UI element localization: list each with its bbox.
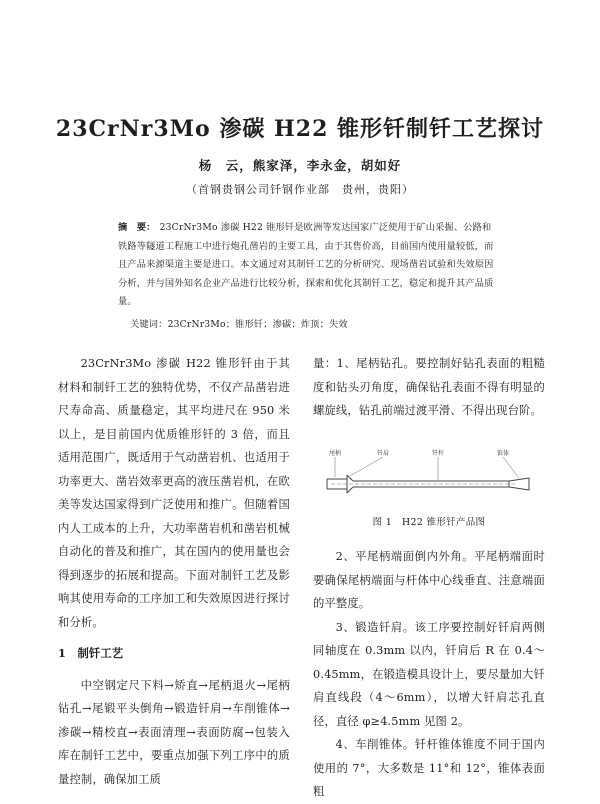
figure-leaders — [335, 457, 519, 480]
right-column-top — [313, 352, 545, 423]
label-shank: 尾柄 — [328, 450, 342, 457]
right-column-bottom — [313, 545, 545, 804]
keywords — [130, 316, 498, 330]
drill-rod-drawing — [327, 475, 529, 493]
label-rod: 钎杆 — [431, 450, 445, 457]
affiliation: （首钢贵钢公司钎钢作业部 贵州，贵阳） — [186, 183, 414, 196]
left-column — [58, 352, 290, 791]
step-4-paragraph: 4、车削锥体。钎杆锥体锥度不同于国内使用的 7°，大多数是 11°和 12°，锥体表面粗 — [313, 738, 545, 798]
abstract — [118, 219, 498, 312]
step-3-paragraph: 3、锻造钎肩。该工序要控制好钎肩两侧同轴度在 0.3mm 以内，钎肩后 R 在 0.4～0.45mm，在锻造模具设计上，要尽量加大钎肩直线段（4～6mm），以增大钎肩芯孔直径，直径 φ≥4.5mm 见图 2。 — [313, 620, 545, 728]
intro-paragraph: 23CrNr3Mo 渗碳 H22 锥形钎由于其材料和制钎工艺的独特优势，不仅产品凿岩进尺寿命高、质量稳定，其平均进尺在 950 米以上，是目前国内优质锥形钎的 3 倍，而且适用范围广，既适用于气动凿岩机、也适用于功率更大、凿岩效率更高的液压凿岩机，在欧美等发达国家得到广泛使用和推广。但随着国内人工成本的上升，大功率凿岩机和凿岩机械自动化的普及和推广，其在国内的使用量也会得到逐步的拓展和提高。下面对制钎工艺及影响其使用寿命的工序加工和失效原因进行探讨和分析。 — [58, 357, 290, 629]
step-2-paragraph: 2、平尾柄端面倒内外角。平尾柄端面时要确保尾柄端面与杆体中心线垂直、注意端面的平整度。 — [313, 550, 545, 610]
process-paragraph: 中空钢定尺下料→矫直→尾柄退火→尾柄钻孔→尾锻平头倒角→锻造钎肩→车削锥体→渗碳→精校直→表面清理→表面防腐→包装入库在制钎工艺中，要重点加强下列工序中的质量控制，确保加工质 — [58, 678, 290, 786]
section-heading: 1 制钎工艺 — [58, 646, 124, 660]
label-collar: 钎肩 — [376, 450, 390, 457]
abstract-text: 23CrNr3Mo 渗碳 H22 锥形钎是欧洲等发达国家广泛使用于矿山采掘、公路和铁路等隧道工程施工中进行炮孔凿岩的主要工具，由于其售价高，目前国内使用量较低，而且产品来源渠道主要是进口。本文通过对其制钎工艺的分析研究、现场凿岩试验和失效原因分析，并与国外知名企业产品进行比较分析，探索和优化其制钎工艺，稳定和提升其产品质量。 — [118, 222, 494, 308]
step-1-paragraph: 量：1、尾柄钻孔。要控制好钻孔表面的粗糙度和钻头刃角度，确保钻孔表面不得有明显的螺旋线，钻孔前端过渡平滑、不得出现台阶。 — [313, 357, 545, 417]
label-taper: 锥体 — [496, 450, 510, 457]
keywords-text: 23CrNr3Mo；锥形钎；渗碳；炸顶；失效 — [167, 319, 348, 330]
author-list: 杨 云，熊家泽，李永金，胡如好 — [198, 158, 402, 173]
paper-title: 23CrNr3Mo 渗碳 H22 锥形钎制钎工艺探讨 — [55, 116, 545, 142]
figure-caption: 图 1 H22 锥形钎产品图 — [372, 517, 486, 528]
abstract-label: 摘 要： — [118, 222, 156, 233]
keywords-label: 关键词： — [130, 319, 168, 330]
